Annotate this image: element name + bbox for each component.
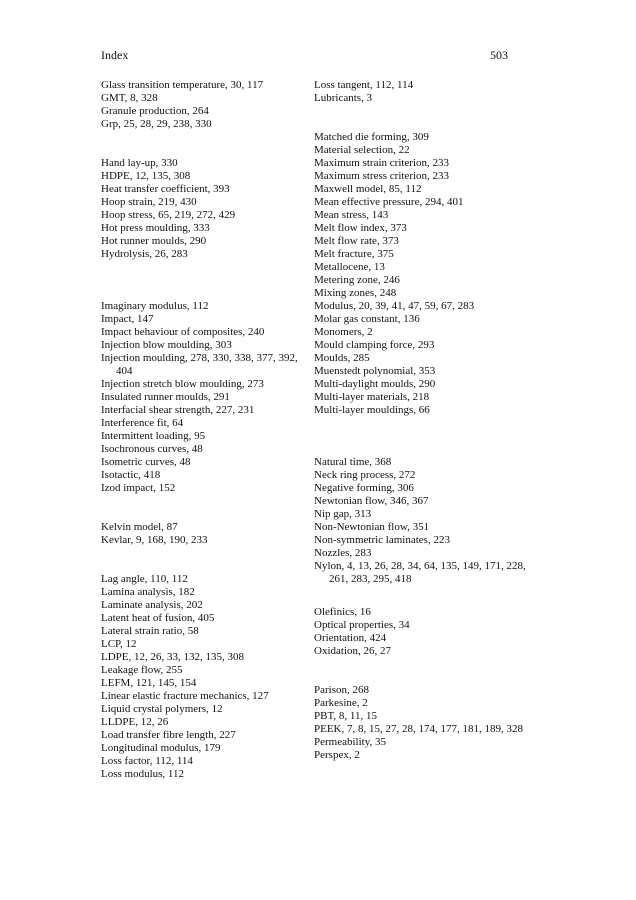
- index-entry: Material selection, 22: [314, 144, 410, 156]
- index-entry: Impact behaviour of composites, 240: [101, 326, 265, 338]
- index-entry: Isometric curves, 48: [101, 456, 191, 468]
- index-entry: Melt flow rate, 373: [314, 235, 399, 247]
- index-entry: LLDPE, 12, 26: [101, 716, 169, 728]
- index-entry: Non-Newtonian flow, 351: [314, 521, 430, 533]
- index-entry: GMT, 8, 328: [101, 92, 158, 104]
- index-entry: Injection blow moulding, 303: [101, 339, 232, 351]
- index-entry: Hand lay-up, 330: [101, 157, 178, 169]
- index-entry: Loss modulus, 112: [101, 768, 185, 780]
- index-entry: Modulus, 20, 39, 41, 47, 59, 67, 283: [314, 300, 475, 312]
- letter-group-gap: [101, 495, 301, 521]
- index-entry: Non-symmetric laminates, 223: [314, 534, 450, 546]
- index-entry: HDPE, 12, 135, 308: [101, 170, 191, 182]
- index-entry: Interfacial shear strength, 227, 231: [101, 404, 255, 416]
- index-entry: Leakage flow, 255: [101, 664, 183, 676]
- index-entry: Mean effective pressure, 294, 401: [314, 196, 464, 208]
- letter-group-gap: [101, 261, 301, 300]
- index-entry: Multi-layer mouldings, 66: [314, 404, 430, 416]
- index-entry: Matched die forming, 309: [314, 131, 429, 143]
- index-entry: Maximum stress criterion, 233: [314, 170, 450, 182]
- index-entry: LDPE, 12, 26, 33, 132, 135, 308: [101, 651, 244, 663]
- letter-group-gap: [101, 131, 301, 157]
- index-entry: Metering zone, 246: [314, 274, 400, 286]
- index-entry: Hot press moulding, 333: [101, 222, 210, 234]
- index-entry: Latent heat of fusion, 405: [101, 612, 215, 624]
- index-entry: Longitudinal modulus, 179: [101, 742, 221, 754]
- index-entry: Granule production, 264: [101, 105, 209, 117]
- index-entry: Kelvin model, 87: [101, 521, 178, 533]
- index-entry: PBT, 8, 11, 15: [314, 709, 377, 722]
- index-entry: Grp, 25, 28, 29, 238, 330: [101, 118, 212, 130]
- index-entry: Perspex, 2: [314, 748, 360, 761]
- index-entry: Injection stretch blow moulding, 273: [101, 378, 264, 390]
- index-entry: Lag angle, 110, 112: [101, 573, 188, 585]
- letter-group-gap: [314, 586, 534, 606]
- index-entry: Impact, 147: [101, 313, 154, 325]
- index-entry: Loss tangent, 112, 114: [314, 79, 414, 91]
- index-entry: Oxidation, 26, 27: [314, 644, 391, 657]
- index-entry: Hoop strain, 219, 430: [101, 196, 197, 208]
- index-entry: Lamina analysis, 182: [101, 586, 195, 598]
- index-entry: Interference fit, 64: [101, 417, 184, 429]
- index-entry: Lateral strain ratio, 58: [101, 625, 199, 637]
- index-entry: Olefinics, 16: [314, 605, 371, 618]
- index-column-left: [101, 79, 301, 781]
- index-entry: Mean stress, 143: [314, 209, 389, 221]
- index-entry: Mould clamping force, 293: [314, 339, 435, 351]
- index-entry: Multi-layer materials, 218: [314, 391, 430, 403]
- index-entry: Heat transfer coefficient, 393: [101, 183, 230, 195]
- index-entry: Laminate analysis, 202: [101, 599, 203, 611]
- index-entry: Nozzles, 283: [314, 547, 372, 559]
- index-entry: Hydrolysis, 26, 283: [101, 248, 188, 260]
- index-entry: Negative forming, 306: [314, 482, 414, 494]
- index-entry: Newtonian flow, 346, 367: [314, 495, 429, 507]
- index-entry: Hoop stress, 65, 219, 272, 429: [101, 209, 236, 221]
- index-entry: Liquid crystal polymers, 12: [101, 703, 223, 715]
- index-entry: Parkesine, 2: [314, 696, 368, 709]
- index-entry: Orientation, 424: [314, 631, 387, 644]
- index-entry: Izod impact, 152: [101, 482, 176, 494]
- index-entry: Parison, 268: [314, 683, 369, 696]
- index-entry: Nip gap, 313: [314, 508, 372, 520]
- index-entry: Maximum strain criterion, 233: [314, 157, 450, 169]
- index-entry: Intermittent loading, 95: [101, 430, 206, 442]
- running-header-title: Index: [101, 48, 129, 62]
- index-entry: Isochronous curves, 48: [101, 443, 203, 455]
- index-entry: Neck ring process, 272: [314, 469, 416, 481]
- index-entry: Load transfer fibre length, 227: [101, 729, 236, 741]
- page-number: 503: [490, 48, 508, 62]
- letter-group-gap: [314, 417, 534, 456]
- index-entry: Natural time, 368: [314, 456, 392, 468]
- index-entry: Muenstedt polynomial, 353: [314, 365, 436, 377]
- index-entry: PEEK, 7, 8, 15, 27, 28, 174, 177, 181, 189, 328: [314, 722, 523, 735]
- index-entry: Optical properties, 34: [314, 618, 410, 631]
- index-entry: Maxwell model, 85, 112: [314, 183, 422, 195]
- index-entry: Melt flow index, 373: [314, 222, 407, 234]
- index-entry: LEFM, 121, 145, 154: [101, 677, 197, 689]
- index-entry: Melt fracture, 375: [314, 248, 394, 260]
- index-entry: Mixing zones, 248: [314, 287, 397, 299]
- index-entry: Molar gas constant, 136: [314, 313, 420, 325]
- index-column-right: [314, 79, 534, 762]
- index-entry: Lubricants, 3: [314, 92, 373, 104]
- index-entry: Hot runner moulds, 290: [101, 235, 207, 247]
- index-entry: Linear elastic fracture mechanics, 127: [101, 690, 269, 702]
- index-entry: Loss factor, 112, 114: [101, 755, 193, 767]
- index-entry: Metallocene, 13: [314, 261, 385, 273]
- index-entry: Isotactic, 418: [101, 469, 161, 481]
- index-entry: Glass transition temperature, 30, 117: [101, 79, 264, 91]
- index-entry: Kevlar, 9, 168, 190, 233: [101, 534, 208, 546]
- index-entry: Multi-daylight moulds, 290: [314, 378, 436, 390]
- index-entry: Permeability, 35: [314, 735, 386, 748]
- letter-group-gap: [314, 105, 534, 131]
- index-entry: Nylon, 4, 13, 26, 28, 34, 64, 135, 149, 171, 228, 261, 283, 295, 418: [314, 560, 526, 585]
- index-entry: Injection moulding, 278, 330, 338, 377, 392, 404: [101, 352, 298, 377]
- index-entry: LCP, 12: [101, 638, 137, 650]
- index-entry: Imaginary modulus, 112: [101, 300, 209, 312]
- index-entry: Insulated runner moulds, 291: [101, 391, 230, 403]
- letter-group-gap: [101, 547, 301, 573]
- index-entry: Moulds, 285: [314, 352, 370, 364]
- letter-group-gap: [314, 658, 534, 684]
- index-entry: Monomers, 2: [314, 326, 373, 338]
